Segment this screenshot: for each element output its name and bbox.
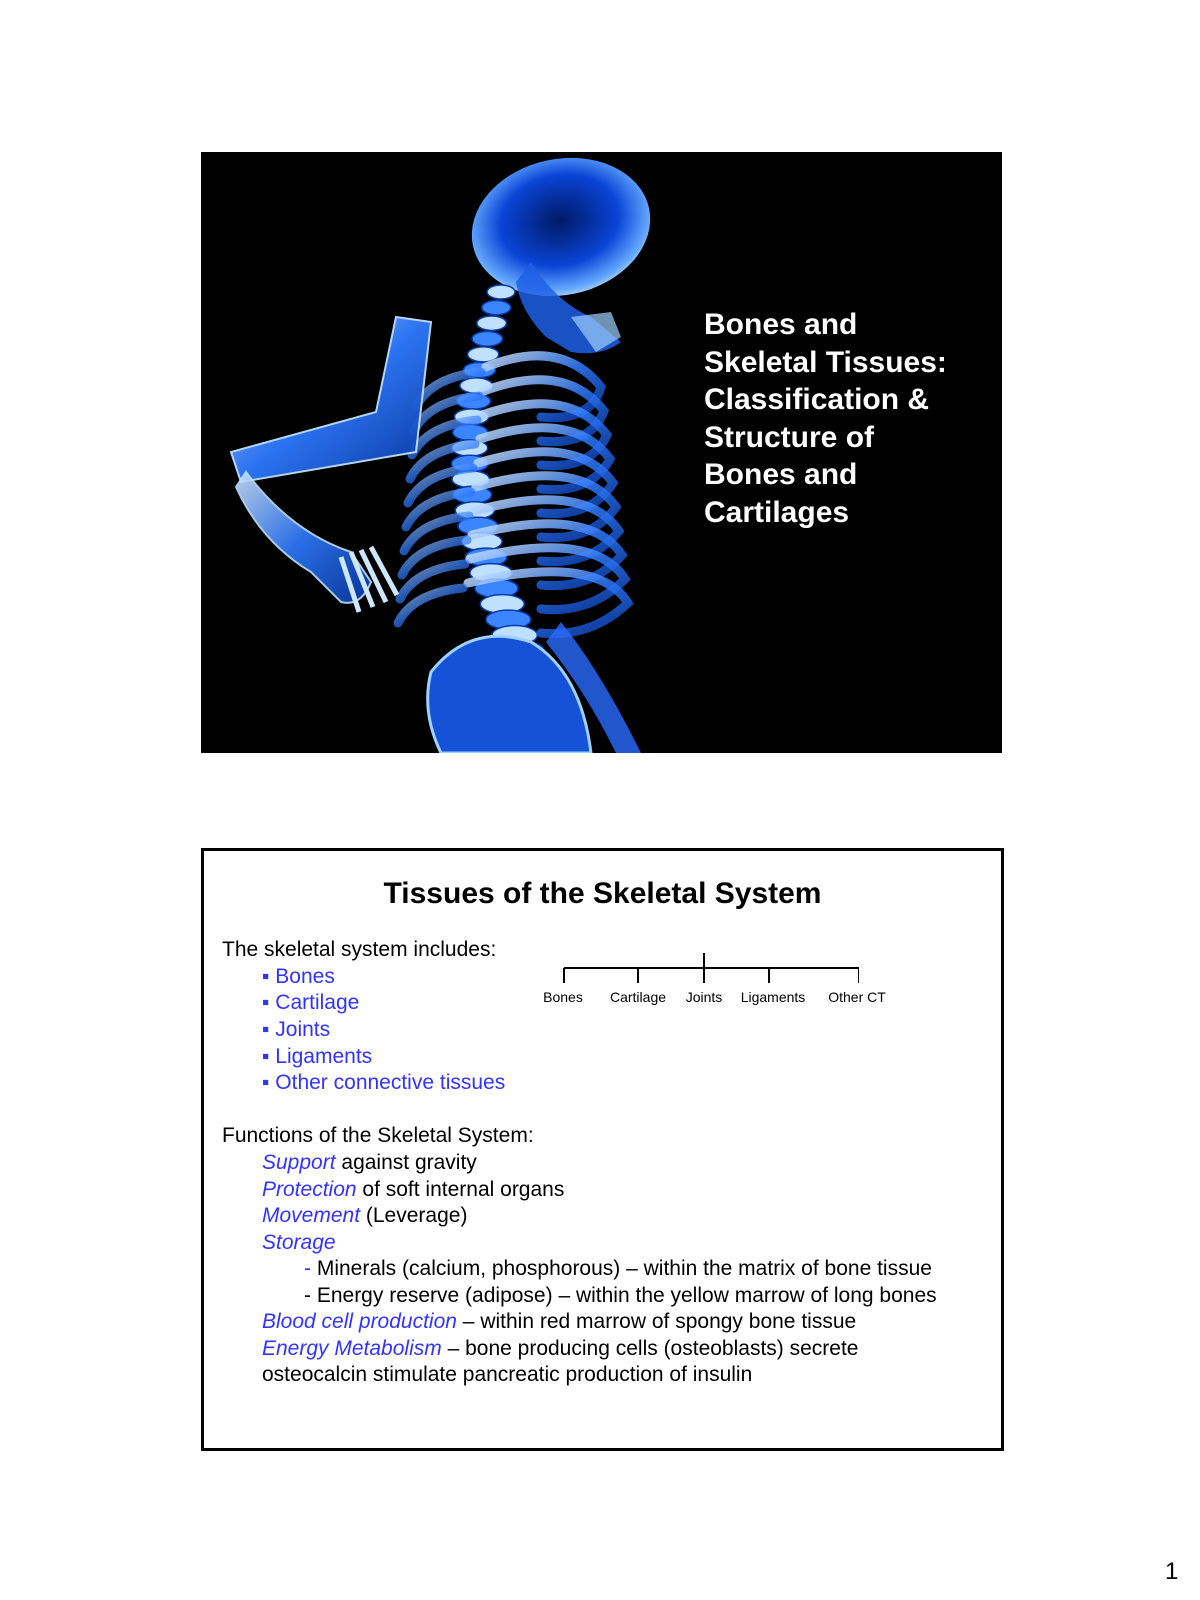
title-line: Classification & (704, 383, 930, 416)
diagram-label: Bones (543, 989, 583, 1005)
storage-text: Energy reserve (adipose) – within the yellow marrow of long bones (316, 1284, 937, 1307)
function-term: Storage (262, 1231, 336, 1254)
title-line: Bones and (704, 308, 858, 341)
title-line: Structure of (704, 420, 875, 454)
function-item (262, 1150, 477, 1177)
function-term: Protection (262, 1178, 357, 1201)
pelvis-shape (428, 622, 641, 753)
function-desc: – bone producing cells (osteoblasts) secrete (441, 1337, 859, 1360)
slide-heading: Tissues of the Skeletal System (383, 877, 822, 910)
list-item: ▪ Other connective tissues (262, 1071, 506, 1094)
tissue-hierarchy-diagram (549, 953, 859, 993)
slide-title (704, 306, 994, 531)
function-item (262, 1230, 336, 1257)
diagram-label: Other CT (828, 989, 886, 1005)
function-term: Support (262, 1151, 336, 1174)
vertebra-shape (472, 331, 502, 346)
title-slide (201, 152, 1002, 753)
storage-item (304, 1256, 932, 1283)
function-desc-continued: osteocalcin stimulate pancreatic production of insulin (262, 1363, 753, 1386)
function-term: Blood cell production (262, 1310, 457, 1333)
storage-text: Minerals (calcium, phosphorous) – within the matrix of bone tissue (316, 1257, 932, 1280)
function-item (262, 1177, 564, 1204)
list-item: ▪ Cartilage (262, 991, 360, 1014)
title-line: Skeletal Tissues: (704, 345, 947, 379)
vertebra-shape (482, 300, 511, 314)
function-desc: of soft internal organs (356, 1178, 565, 1201)
list-item: ▪ Joints (262, 1018, 331, 1041)
storage-item (304, 1283, 937, 1310)
function-item (262, 1203, 467, 1230)
functions-heading: Functions of the Skeletal System: (222, 1124, 534, 1147)
dash-marker: - (304, 1257, 317, 1280)
function-term: Energy Metabolism (262, 1337, 442, 1360)
title-line: Bones and (704, 458, 858, 491)
function-desc: (Leverage) (360, 1204, 468, 1227)
function-desc: against gravity (335, 1151, 477, 1174)
function-item (262, 1309, 856, 1336)
list-item: ▪ Ligaments (262, 1045, 373, 1068)
vertebra-shape (477, 316, 507, 330)
content-slide (201, 848, 1004, 1451)
function-term: Movement (262, 1204, 361, 1227)
vertebra-shape (487, 285, 515, 299)
title-line: Cartilages (704, 495, 850, 529)
diagram-label: Cartilage (609, 989, 667, 1005)
diagram-label: Joints (685, 989, 723, 1005)
list-item: ▪ Bones (262, 965, 335, 988)
includes-intro: The skeletal system includes: (222, 938, 497, 961)
dash-marker: - (304, 1284, 317, 1307)
function-desc: – within red marrow of spongy bone tissue (456, 1310, 857, 1333)
diagram-label: Ligaments (740, 989, 806, 1005)
function-item (262, 1336, 858, 1363)
page-number: 1 (1165, 1558, 1179, 1585)
